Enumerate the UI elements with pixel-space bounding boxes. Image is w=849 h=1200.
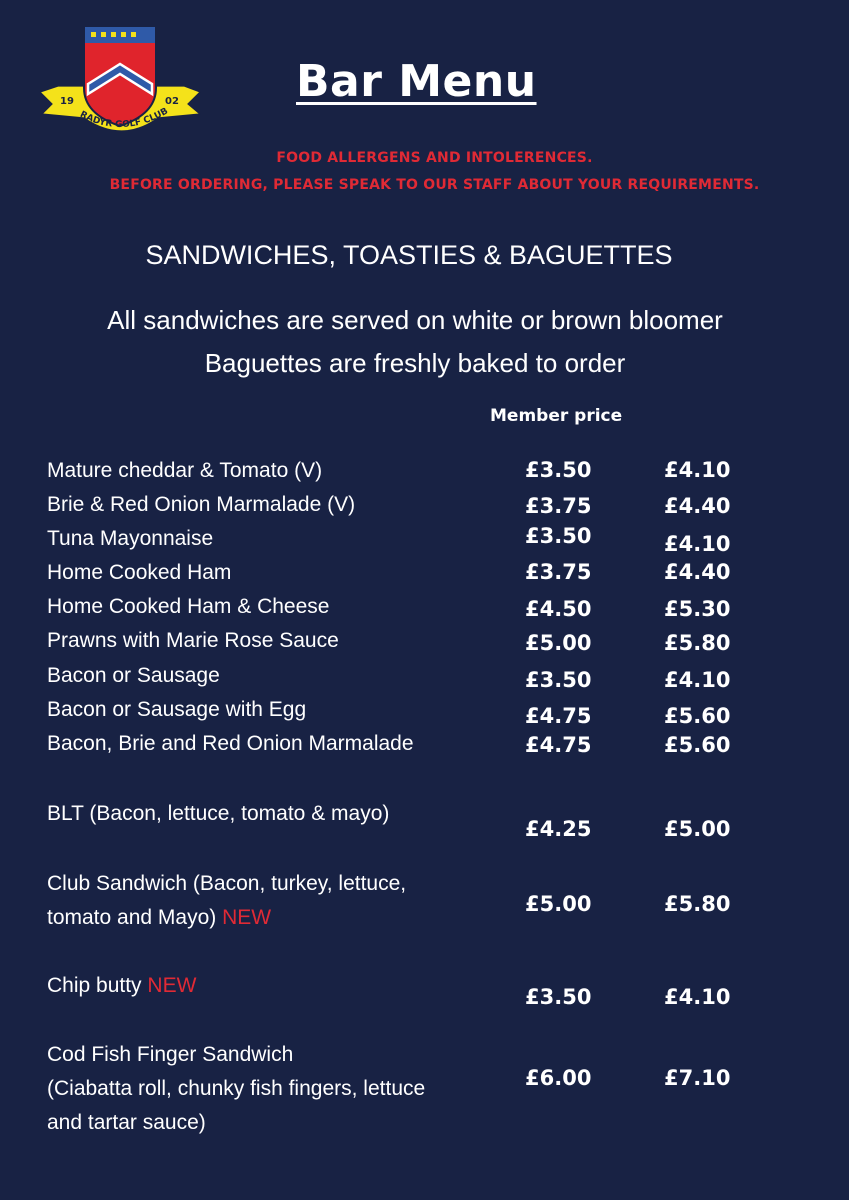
price: £5.80 xyxy=(664,631,731,655)
menu-item-name-line2: tomato and Mayo) xyxy=(47,906,217,929)
member-price: £3.75 xyxy=(525,494,592,518)
logo-club-name: RADYR GOLF CLUB xyxy=(78,106,171,131)
price: £5.60 xyxy=(664,704,731,728)
member-price: £5.00 xyxy=(525,892,592,916)
member-price: £3.50 xyxy=(525,458,592,482)
menu-item-name xyxy=(47,901,271,935)
price: £4.10 xyxy=(664,668,731,692)
menu-item-name: Home Cooked Ham xyxy=(47,561,232,584)
member-price: £4.75 xyxy=(525,704,592,728)
logo-year-left: 19 xyxy=(60,96,74,107)
menu-item-name: Club Sandwich (Bacon, turkey, lettuce, xyxy=(47,872,407,895)
member-price: £4.50 xyxy=(525,597,592,621)
price: £4.40 xyxy=(664,494,731,518)
price: £5.60 xyxy=(664,733,731,757)
member-price: £6.00 xyxy=(525,1066,592,1090)
menu-item-name: Mature cheddar & Tomato (V) xyxy=(47,459,323,482)
price: £4.10 xyxy=(664,985,731,1009)
page-title: Bar Menu xyxy=(296,56,537,107)
intro-line2: Baguettes are freshly baked to order xyxy=(204,348,626,378)
member-price-header: Member price xyxy=(490,406,623,426)
price: £5.00 xyxy=(664,817,731,841)
price: £5.30 xyxy=(664,597,731,621)
price: £7.10 xyxy=(664,1066,731,1090)
menu-item-name: Brie & Red Onion Marmalade (V) xyxy=(47,493,356,516)
price: £4.10 xyxy=(664,532,731,556)
member-price: £4.25 xyxy=(525,817,592,841)
menu-item-name: Cod Fish Finger Sandwich xyxy=(47,1043,294,1066)
menu-item-name: Tuna Mayonnaise xyxy=(47,527,214,550)
menu-item-name-line2: (Ciabatta roll, chunky fish fingers, lettuce xyxy=(47,1077,426,1100)
menu-item-name: Prawns with Marie Rose Sauce xyxy=(47,629,339,652)
menu-item-name: BLT (Bacon, lettuce, tomato & mayo) xyxy=(47,802,390,825)
section-title: SANDWICHES, TOASTIES & BAGUETTES xyxy=(145,240,673,270)
menu-item-name xyxy=(47,969,196,1003)
logo-year-right: 02 xyxy=(165,96,179,107)
price: £4.40 xyxy=(664,560,731,584)
menu-item-name: Bacon or Sausage with Egg xyxy=(47,698,307,721)
price: £5.80 xyxy=(664,892,731,916)
member-price: £5.00 xyxy=(525,631,592,655)
menu-item-name-text: Chip butty xyxy=(47,974,142,997)
menu-item-name: Home Cooked Ham & Cheese xyxy=(47,595,330,618)
price: £4.10 xyxy=(664,458,731,482)
member-price: £4.75 xyxy=(525,733,592,757)
menu-item-name: Bacon, Brie and Red Onion Marmalade xyxy=(47,732,414,755)
new-badge: NEW xyxy=(147,974,197,997)
menu-item-name: Bacon or Sausage xyxy=(47,664,220,687)
intro-line1: All sandwiches are served on white or brown bloomer xyxy=(107,305,723,335)
member-price: £3.50 xyxy=(525,524,592,548)
radyr-golf-club-logo xyxy=(38,22,202,134)
new-badge: NEW xyxy=(222,906,272,929)
member-price: £3.75 xyxy=(525,560,592,584)
menu-item-name-line3: and tartar sauce) xyxy=(47,1111,206,1134)
allergen-notice-line2: BEFORE ORDERING, PLEASE SPEAK TO OUR STAFF ABOUT YOUR REQUIREMENTS. xyxy=(109,177,760,193)
member-price: £3.50 xyxy=(525,985,592,1009)
member-price: £3.50 xyxy=(525,668,592,692)
allergen-notice-line1: FOOD ALLERGENS AND INTOLERENCES. xyxy=(276,150,593,166)
